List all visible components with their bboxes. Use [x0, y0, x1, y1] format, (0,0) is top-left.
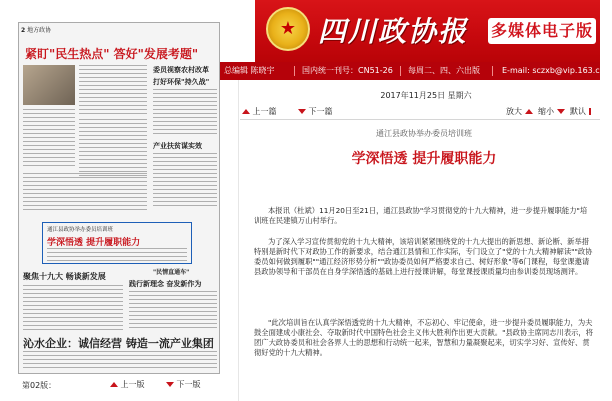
preview-text-block	[23, 109, 75, 169]
next-edition-label: 下一版	[176, 380, 201, 389]
info-bar	[210, 62, 612, 80]
preview-feature-caption: 通江县政协举办委员培训班	[47, 227, 114, 233]
article-paragraph: "此次培训旨在认真学深悟透党的十九大精神，不忘初心、牢记使命，进一步提升委员履职能力，为夫鼓全面建成小康社会、夺取新时代中国特色社会主义伟大胜利作出更大贡献。"县政协主席同志川表示，将团广大政协委员和社会各界人士的思想和行动统一起来，智慧和力量凝聚起来，切实学习好、宣传好、贯彻好党的十九大精神。	[254, 318, 594, 357]
prev-article-button[interactable]	[242, 106, 277, 117]
separator	[294, 66, 295, 76]
zoom-out-icon	[557, 109, 565, 114]
preview-text-block	[129, 291, 217, 331]
preview-page-number: 2	[21, 27, 26, 34]
masthead-title: 四川政协报	[318, 15, 469, 48]
preview-right-heading[interactable]: "民情直通车"	[153, 269, 190, 276]
preview-text-block	[79, 65, 147, 115]
preview-side-heading[interactable]: 委员视察农村改革	[153, 66, 209, 74]
page-preview[interactable]	[18, 22, 220, 374]
column-divider	[238, 80, 239, 401]
preview-left-heading[interactable]: 聚焦十九大 畅谈新发展	[23, 272, 106, 281]
edition-tag	[488, 18, 596, 44]
next-article-button[interactable]	[298, 106, 333, 117]
preview-right-heading[interactable]: 践行新理念 奋发新作为	[129, 280, 202, 288]
article-title: 学深悟透 提升履职能力	[351, 151, 497, 167]
preview-bottom-headline[interactable]: 沁水企业：诚信经营 铸造一流产业集团	[23, 337, 214, 350]
publish-schedule: 每周二、四、六出版	[408, 66, 480, 75]
arrow-up-icon	[242, 109, 250, 114]
preview-page-section: 地方政协	[27, 27, 52, 34]
preview-headline[interactable]: 紧盯"民生热点" 答好"发展考题"	[25, 47, 199, 61]
arrow-up-icon	[110, 382, 118, 387]
preview-feature-title[interactable]: 学深悟透 提升履职能力	[47, 238, 141, 248]
issue-date: 2017年11月25日 星期六	[380, 91, 472, 100]
default-size-button[interactable]	[570, 106, 591, 117]
preview-text-block	[153, 153, 217, 209]
article-toolbar	[240, 104, 600, 120]
preview-text-block	[23, 285, 123, 331]
editor-info: 总编辑 陈晓宇	[224, 66, 275, 75]
preview-text-block	[23, 173, 147, 213]
prev-article-label: 上一篇	[252, 107, 277, 116]
next-article-label: 下一篇	[308, 107, 333, 116]
zoom-in-label: 放大	[506, 107, 522, 116]
preview-text-block	[47, 248, 187, 262]
preview-photo[interactable]	[23, 65, 75, 105]
prev-edition-label: 上一版	[120, 380, 145, 389]
cppcc-emblem-icon	[266, 7, 310, 51]
edition-tag-label: 多媒体电子版	[490, 21, 593, 40]
article-paragraph: 为了深入学习宣传贯彻党的十九大精神，该培训紧紧围绕党的十九大提出的新思想、新论断、新举措特别是新时代下对政协工作的新要求，结合通江县情和工作实际，专门设立了"党的十九大精神解读""政协委员如何做到履职""通江经济形势分析""政协委员如何严格要求自己、树好形象"等6门课程，每堂课邀请县政协领导和干部员在自身学深悟透的基础上进行授课讲解，每堂课授课质量均由参训委员现场测评。	[254, 237, 593, 276]
preview-page-header	[21, 25, 217, 35]
zoom-in-icon	[525, 109, 533, 114]
default-size-label: 默认	[570, 107, 586, 116]
next-edition-button[interactable]	[166, 379, 201, 390]
zoom-in-button[interactable]	[506, 106, 533, 117]
contact-email: E-mail: sczxb@vip.163.com	[502, 66, 612, 75]
article-subtitle: 通江县政协举办委员培训班	[376, 129, 472, 138]
edition-label: 第02版：	[22, 381, 57, 390]
prev-edition-button[interactable]	[110, 379, 145, 390]
preview-text-block	[79, 119, 147, 179]
zoom-out-label: 缩小	[538, 107, 554, 116]
article-paragraph: 本报讯（杜斌）11月20日至21日，通江县政协"学习贯彻党的十九大精神，进一步提升履职能力"培训班在民建镇万山村举行。	[254, 206, 588, 225]
preview-text-block	[153, 89, 217, 135]
preview-side-heading[interactable]: 产业扶贫谋实效	[153, 142, 202, 150]
separator	[400, 66, 401, 76]
separator	[492, 66, 493, 76]
arrow-down-icon	[166, 382, 174, 387]
preview-side-heading[interactable]: 打好环保"持久战"	[153, 78, 210, 86]
cn-number: 国内统一刊号：CN51-26	[302, 66, 393, 75]
default-size-icon	[589, 108, 591, 115]
preview-text-block	[23, 351, 217, 371]
arrow-down-icon	[298, 109, 306, 114]
zoom-out-button[interactable]	[538, 106, 565, 117]
